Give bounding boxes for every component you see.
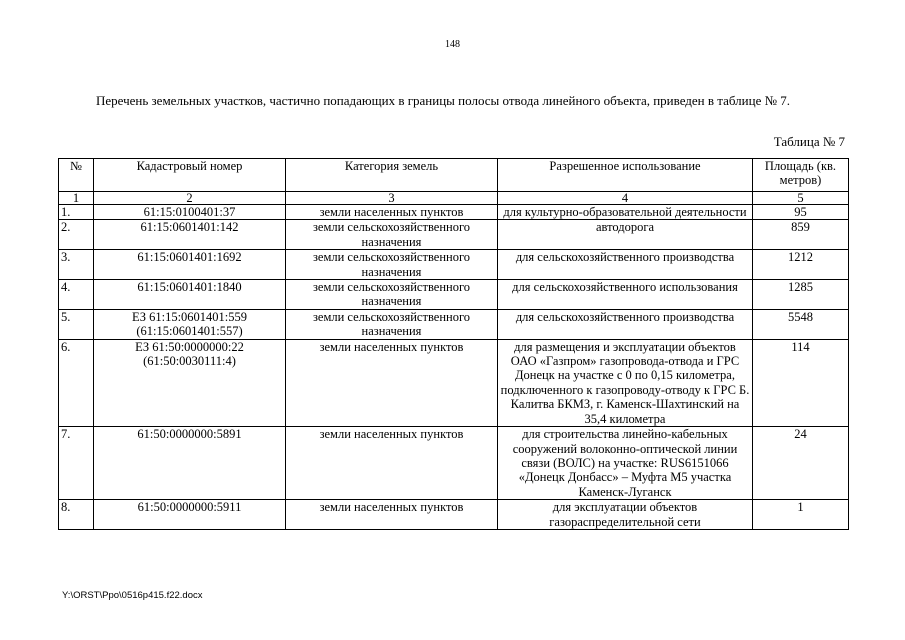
permitted-use: для культурно-образовательной деятельности bbox=[498, 205, 753, 220]
column-number: 5 bbox=[753, 192, 849, 205]
permitted-use: для эксплуатации объектов газораспределительной сети bbox=[498, 500, 753, 530]
header-number: № bbox=[59, 159, 94, 192]
row-number: 2. bbox=[59, 220, 94, 250]
area-value: 1285 bbox=[753, 280, 849, 310]
table-header-row bbox=[59, 159, 849, 192]
land-category: земли сельскохозяйственного назначения bbox=[286, 309, 498, 339]
cadastral-number: 61:15:0601401:142 bbox=[94, 220, 286, 250]
land-category: земли населенных пунктов bbox=[286, 205, 498, 220]
table-row bbox=[59, 339, 849, 426]
page-number: 148 bbox=[445, 39, 460, 50]
area-value: 114 bbox=[753, 339, 849, 426]
row-number: 3. bbox=[59, 250, 94, 280]
header-use: Разрешенное использование bbox=[498, 159, 753, 192]
area-value: 95 bbox=[753, 205, 849, 220]
permitted-use: для строительства линейно-кабельных сооружений волоконно-оптической линии связи (ВОЛС) на участке: RUS6151066 «Донецк Донбасс» – Муфта М5 участка Каменск-Луганск bbox=[498, 427, 753, 500]
land-category: земли населенных пунктов bbox=[286, 427, 498, 500]
cadastral-number: 61:50:0000000:5891 bbox=[94, 427, 286, 500]
land-category: земли сельскохозяйственного назначения bbox=[286, 280, 498, 310]
area-value: 24 bbox=[753, 427, 849, 500]
column-number: 2 bbox=[94, 192, 286, 205]
cadastral-number: 61:15:0601401:1840 bbox=[94, 280, 286, 310]
header-area: Площадь (кв. метров) bbox=[753, 159, 849, 192]
permitted-use: автодорога bbox=[498, 220, 753, 250]
table-row bbox=[59, 280, 849, 310]
header-cadastral: Кадастровый номер bbox=[94, 159, 286, 192]
land-category: земли сельскохозяйственного назначения bbox=[286, 220, 498, 250]
area-value: 1212 bbox=[753, 250, 849, 280]
area-value: 859 bbox=[753, 220, 849, 250]
column-number: 1 bbox=[59, 192, 94, 205]
row-number: 4. bbox=[59, 280, 94, 310]
column-number: 4 bbox=[498, 192, 753, 205]
row-number: 5. bbox=[59, 309, 94, 339]
cadastral-number: ЕЗ 61:15:0601401:559 (61:15:0601401:557) bbox=[94, 309, 286, 339]
table-row bbox=[59, 220, 849, 250]
table-row bbox=[59, 309, 849, 339]
row-number: 7. bbox=[59, 427, 94, 500]
header-category: Категория земель bbox=[286, 159, 498, 192]
land-category: земли сельскохозяйственного назначения bbox=[286, 250, 498, 280]
intro-text: Перечень земельных участков, частично попадающих в границы полосы отвода линейного объекта, приведен в таблице № 7. bbox=[96, 93, 790, 108]
land-plots-table bbox=[58, 158, 849, 530]
permitted-use: для сельскохозяйственного производства bbox=[498, 250, 753, 280]
permitted-use: для сельскохозяйственного производства bbox=[498, 309, 753, 339]
column-number: 3 bbox=[286, 192, 498, 205]
cadastral-number: 61:15:0100401:37 bbox=[94, 205, 286, 220]
land-category: земли населенных пунктов bbox=[286, 500, 498, 530]
table-row bbox=[59, 205, 849, 220]
cadastral-number: 61:50:0000000:5911 bbox=[94, 500, 286, 530]
area-value: 5548 bbox=[753, 309, 849, 339]
table-row bbox=[59, 427, 849, 500]
intro-paragraph bbox=[62, 93, 844, 108]
file-path-footer: Y:\ORST\Ppo\0516p415.f22.docx bbox=[62, 590, 203, 601]
permitted-use: для сельскохозяйственного использования bbox=[498, 280, 753, 310]
area-value: 1 bbox=[753, 500, 849, 530]
table-caption: Таблица № 7 bbox=[773, 134, 845, 149]
cadastral-number: ЕЗ 61:50:0000000:22 (61:50:0030111:4) bbox=[94, 339, 286, 426]
table-row bbox=[59, 250, 849, 280]
row-number: 1. bbox=[59, 205, 94, 220]
land-category: земли населенных пунктов bbox=[286, 339, 498, 426]
cadastral-number: 61:15:0601401:1692 bbox=[94, 250, 286, 280]
row-number: 8. bbox=[59, 500, 94, 530]
column-number-row bbox=[59, 192, 849, 205]
permitted-use: для размещения и эксплуатации объектов ОАО «Газпром» газопровода-отвода и ГРС Донецк на участке с 0 по 0,15 километра, подключенного к газопроводу-отводу к ГРС Б. Калитва БКМЗ, г. Каменск-Шахтинский на 35,4 километра bbox=[498, 339, 753, 426]
row-number: 6. bbox=[59, 339, 94, 426]
table-row bbox=[59, 500, 849, 530]
